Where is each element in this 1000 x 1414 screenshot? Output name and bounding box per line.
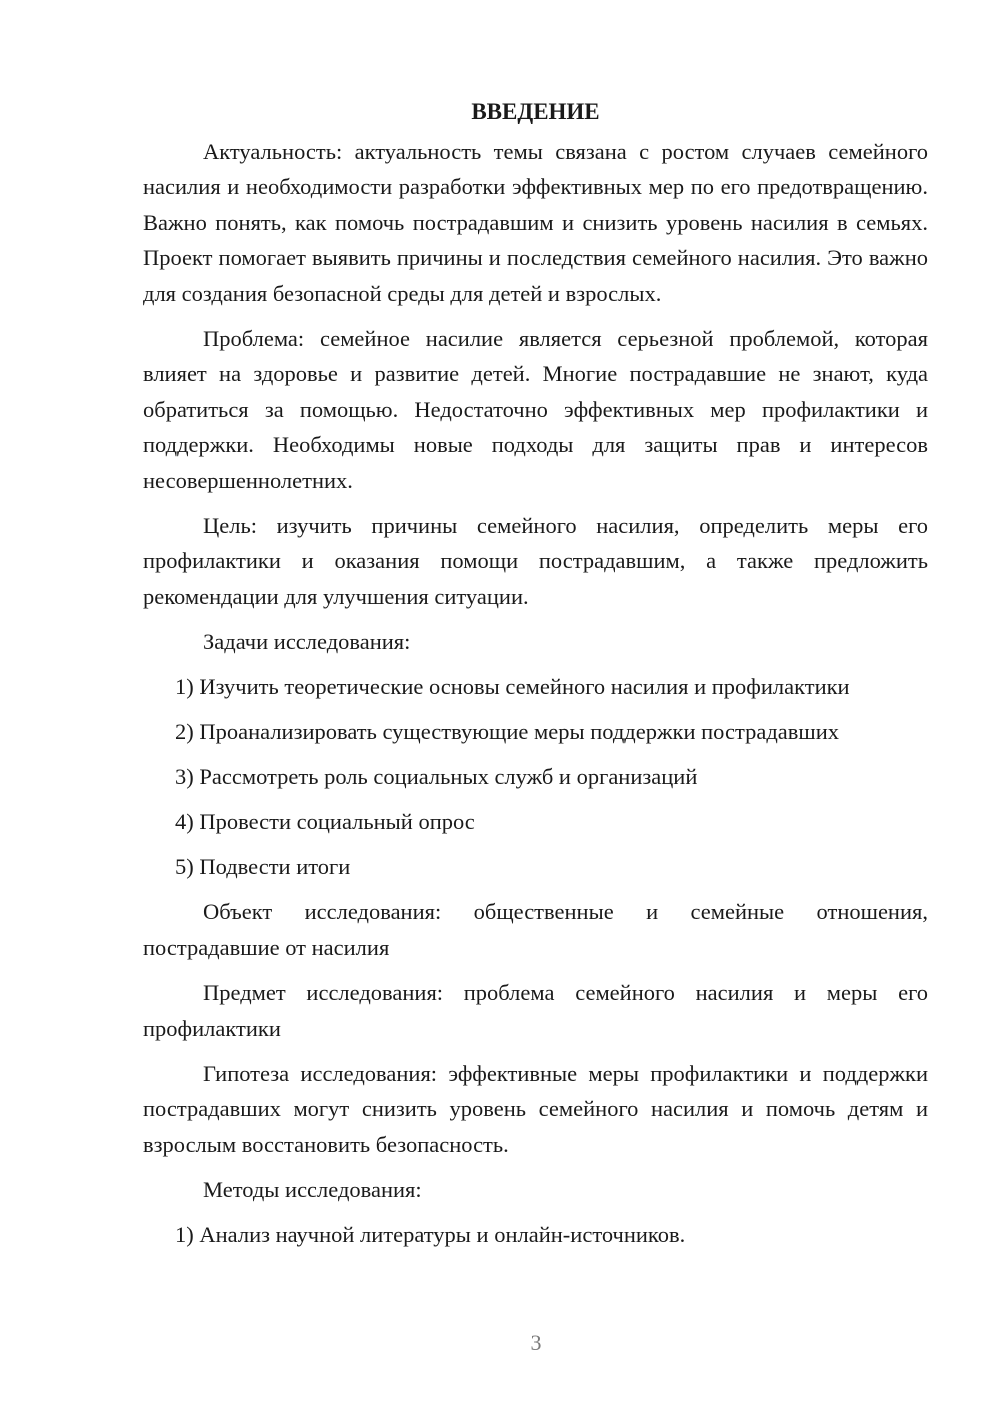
subject-paragraph: Предмет исследования: проблема семейного насилия и меры его профилактики — [143, 980, 928, 1041]
goal-paragraph: Цель: изучить причины семейного насилия, определить меры его профилактики и оказания помощи пострадавшим, а также предложить рекомендации для улучшения ситуации. — [143, 513, 928, 609]
methods-label: Методы исследования: — [203, 1177, 422, 1203]
list-item: 2) Проанализировать существующие меры поддержки пострадавших — [175, 719, 839, 745]
list-item: 1) Анализ научной литературы и онлайн-источников. — [175, 1222, 686, 1248]
problem-paragraph: Проблема: семейное насилие является серьезной проблемой, которая влияет на здоровье и развитие детей. Многие пострадавшие не знают, куда обратиться за помощью. Недостаточно эффективных мер профилактики и поддержки. Необходимы новые подходы для защиты прав и интересов несовершеннолетних. — [143, 326, 928, 493]
object-paragraph: Объект исследования: общественные и семейные отношения, пострадавшие от насилия — [143, 899, 928, 960]
document-page — [143, 94, 928, 1262]
page-title: ВВЕДЕНИЕ — [471, 99, 600, 124]
list-item: 3) Рассмотреть роль социальных служб и организаций — [175, 764, 698, 790]
page-number: 3 — [530, 1330, 542, 1355]
tasks-label: Задачи исследования: — [203, 629, 411, 655]
methods-list — [143, 1217, 928, 1252]
list-item: 1) Изучить теоретические основы семейного насилия и профилактики — [175, 674, 850, 700]
tasks-list — [143, 669, 928, 884]
hypothesis-paragraph: Гипотеза исследования: эффективные меры профилактики и поддержки пострадавших могут снизить уровень семейного насилия и помочь детям и взрослым восстановить безопасность. — [143, 1060, 928, 1157]
relevance-paragraph: Актуальность: актуальность темы связана с ростом случаев семейного насилия и необходимости разработки эффективных мер по его предотвращению. Важно понять, как помочь пострадавшим и снизить уровень насилия в семьях. Проект помогает выявить причины и последствия семейного насилия. Это важно для создания безопасной среды для детей и взрослых. — [143, 139, 928, 306]
list-item: 4) Провести социальный опрос — [175, 809, 475, 835]
list-item: 5) Подвести итоги — [175, 854, 351, 880]
